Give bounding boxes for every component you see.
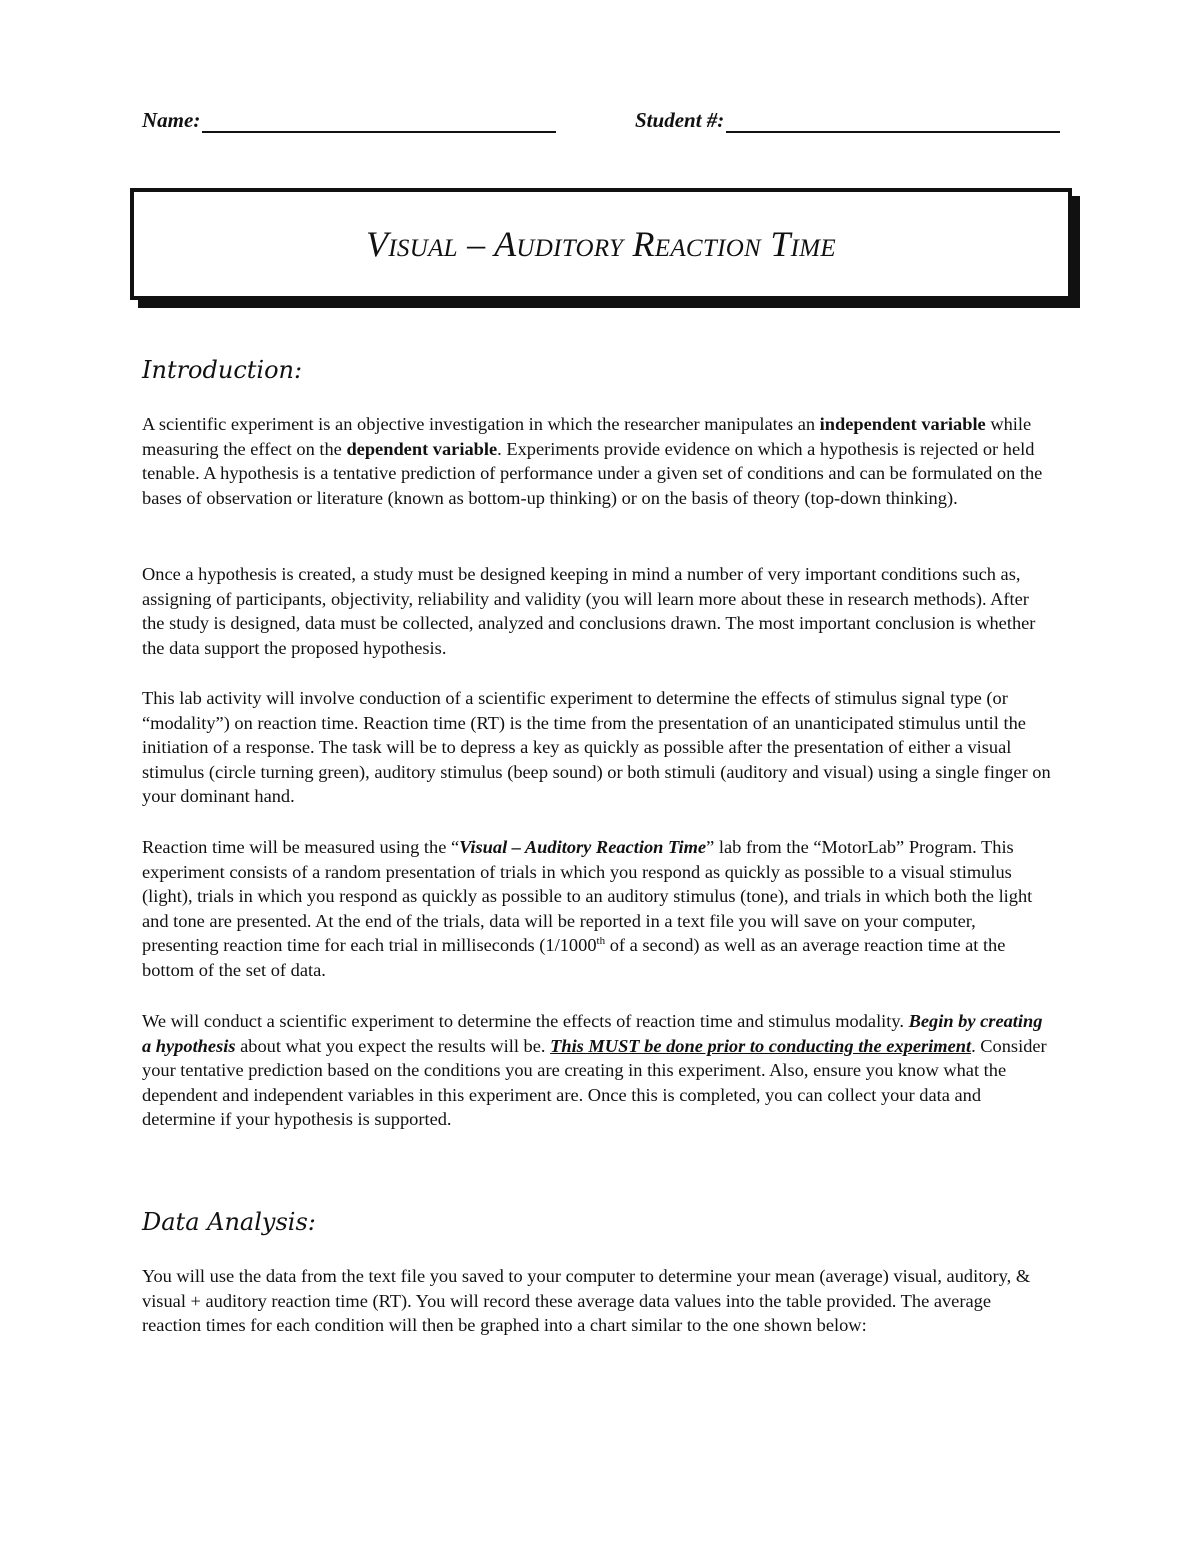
- text-run: . Consider your tentative prediction based on the conditions you are creating in this experiment. Also, ensure you know what the dependent and independent variables in this experiment are. Once this is completed, you can collect your data and determine if your hypothesis is supported.: [142, 1035, 1047, 1130]
- student-number-field: [635, 108, 1060, 133]
- text-run: Reaction time will be measured using the “: [142, 837, 460, 857]
- intro-paragraph-2: Once a hypothesis is created, a study must be designed keeping in mind a number of very important conditions such as, assigning of participants, objectivity, reliability and validity (you will learn more about these in research methods). After the study is designed, data must be collected, analyzed and conclusions drawn. The most important conclusion is whether the data support the proposed hypothesis.: [142, 564, 1036, 658]
- superscript-th: th: [596, 935, 606, 948]
- text-run: while measuring the effect on the: [142, 414, 1032, 459]
- text-run: about what you expect the results will be.: [235, 1035, 551, 1056]
- emphasis-must-be-done: This MUST be done prior to conducting the experiment: [550, 1035, 972, 1056]
- intro-paragraph-5: [142, 1009, 1054, 1132]
- text-run: A scientific experiment is an objective investigation in which the researcher manipulates an: [142, 414, 820, 434]
- intro-paragraph-4: [142, 835, 1054, 983]
- name-field: [142, 108, 556, 133]
- document-title: Visual – Auditory Reaction Time: [366, 224, 836, 264]
- text-run: ” lab from the “MotorLab” Program. This experiment consists of a random presentation of trials in which you respond as quickly as possible to a visual stimulus (light), trials in which you respond as quickly as possible to an auditory stimulus (tone), and trials in which both the light and tone are presented. At the end of the trials, data will be reported in a text file you will save on your computer, presenting reaction time for each trial in milliseconds (1/1000: [142, 837, 1033, 956]
- name-blank-line[interactable]: [202, 109, 556, 133]
- text-run: of a second) as well as an average reaction time at the bottom of the set of data.: [142, 935, 1006, 980]
- lab-name: Visual – Auditory Reaction Time: [459, 837, 707, 857]
- student-number-label: Student #:: [635, 108, 725, 132]
- data-analysis-heading: Data Analysis:: [142, 1208, 316, 1236]
- intro-paragraph-1: [142, 412, 1054, 510]
- text-run: . Experiments provide evidence on which a hypothesis is rejected or held tenable. A hypothesis is a tentative prediction of performance under a given set of conditions and can be formulated on the bases of observation or literature (known as bottom-up thinking) or on the basis of theory (top-down thinking).: [142, 438, 1043, 508]
- name-label: Name:: [142, 108, 201, 132]
- introduction-heading: Introduction:: [142, 356, 303, 384]
- student-number-blank-line[interactable]: [726, 109, 1060, 133]
- bold-term-dependent-variable: dependent variable: [346, 438, 498, 459]
- text-run: We will conduct a scientific experiment to determine the effects of reaction time and stimulus modality.: [142, 1011, 909, 1031]
- header-fields: [142, 108, 1072, 138]
- bold-term-independent-variable: independent variable: [819, 414, 986, 434]
- intro-paragraph-3: This lab activity will involve conduction of a scientific experiment to determine the effects of stimulus signal type (or “modality”) on reaction time. Reaction time (RT) is the time from the presentation of an unanticipated stimulus until the initiation of a response. The task will be to depress a key as quickly as possible after the presentation of either a visual stimulus (circle turning green), auditory stimulus (beep sound) or both stimuli (auditory and visual) using a single finger on your dominant hand.: [142, 688, 1051, 807]
- title-box: [130, 188, 1072, 300]
- data-analysis-paragraph: You will use the data from the text file you saved to your computer to determine your mean (average) visual, auditory, & visual + auditory reaction time (RT). You will record these average data values into the table provided. The average reaction times for each condition will then be graphed into a chart similar to the one shown below:: [142, 1266, 1031, 1336]
- emphasis-create-hypothesis: Begin by creating a hypothesis: [142, 1011, 1043, 1056]
